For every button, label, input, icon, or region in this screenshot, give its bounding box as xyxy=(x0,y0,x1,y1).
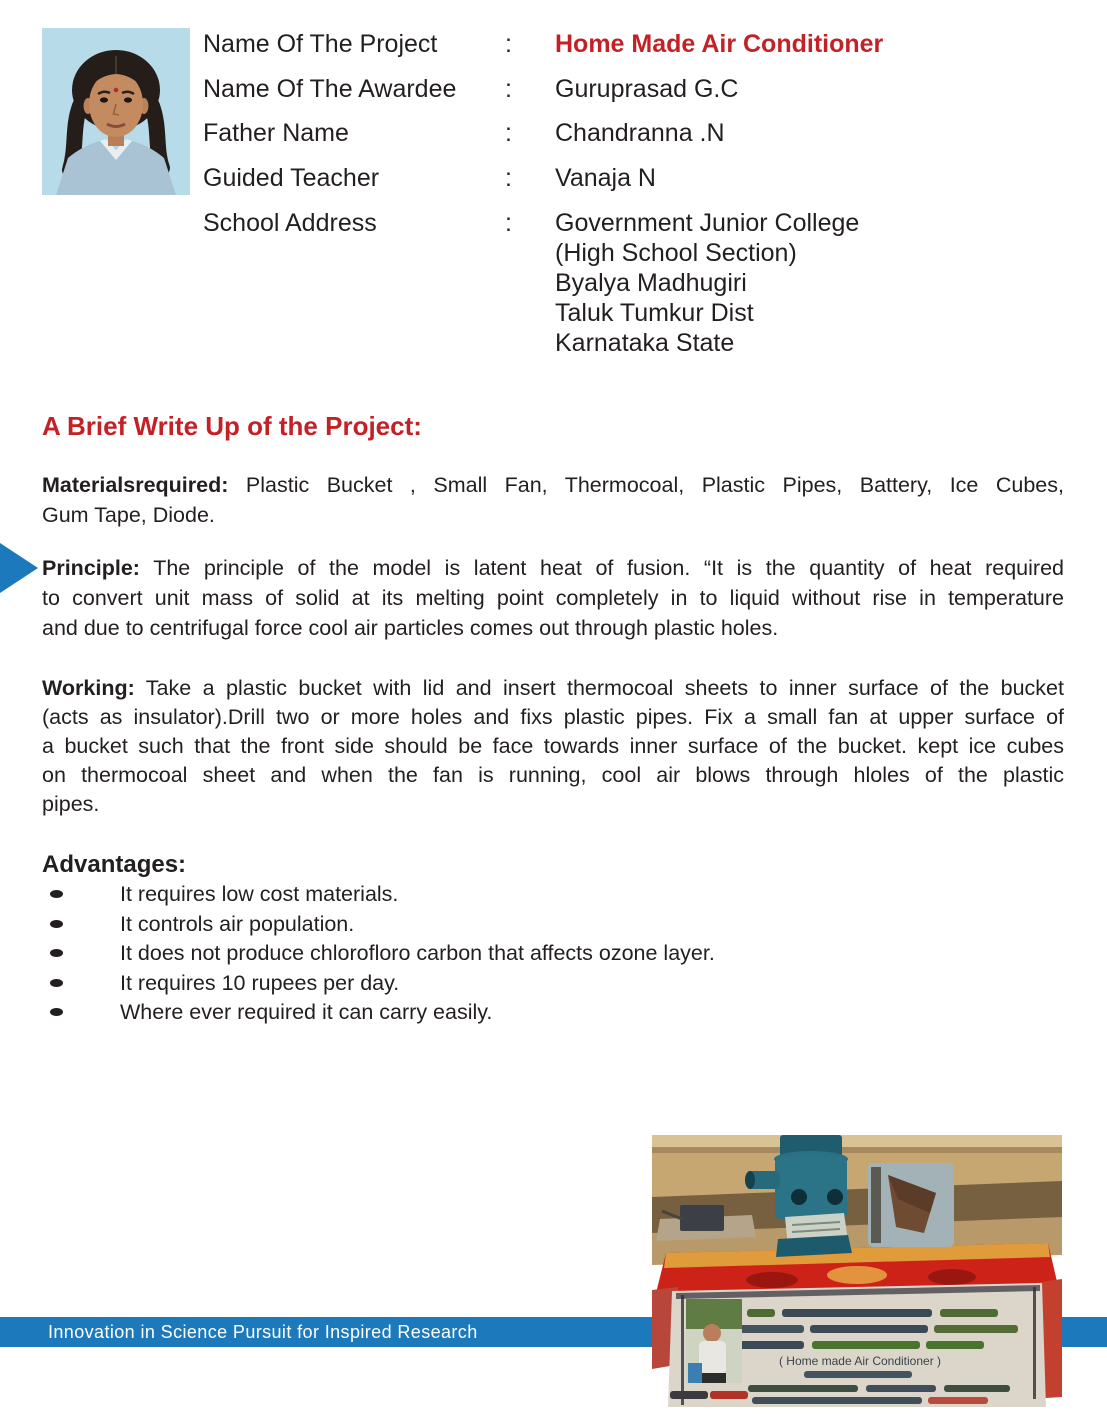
list-item xyxy=(42,909,1064,939)
address-line: (High School Section) xyxy=(555,239,797,267)
project-banner xyxy=(668,1283,1046,1407)
awardee-label: Name Of The Awardee xyxy=(203,75,457,103)
bullet-icon xyxy=(50,890,63,898)
footer-slogan: Innovation in Science Pursuit for Inspired Research xyxy=(48,1322,478,1342)
list-item xyxy=(42,938,1064,968)
working-lead: Working: xyxy=(42,676,135,700)
paragraph-line xyxy=(42,470,1064,500)
list-item xyxy=(42,879,1064,909)
paragraph-text: The principle of the model is latent heat of fusion. “It is the quantity of heat required xyxy=(153,556,1064,580)
father-name: Chandranna .N xyxy=(555,119,725,147)
fan-box xyxy=(868,1163,954,1247)
info-row-teacher xyxy=(203,163,1083,193)
paragraph-line xyxy=(42,553,1064,583)
colon: : xyxy=(505,119,512,147)
project-name: Home Made Air Conditioner xyxy=(555,30,884,58)
principle-paragraph xyxy=(42,553,1064,643)
advantage-text: It requires low cost materials. xyxy=(120,882,399,906)
working-paragraph xyxy=(42,674,1064,819)
father-label: Father Name xyxy=(203,119,349,147)
project-label: Name Of The Project xyxy=(203,30,438,58)
principle-lead: Principle: xyxy=(42,556,140,580)
advantage-text: Where ever required it can carry easily. xyxy=(120,1000,493,1024)
paragraph-line: to convert unit mass of solid at its melting point completely in to liquid without rise in temperature xyxy=(42,586,1064,610)
teacher-label: Guided Teacher xyxy=(203,164,380,192)
materials-paragraph xyxy=(42,470,1064,530)
awardee-name: Guruprasad G.C xyxy=(555,75,739,103)
paragraph-line: pipes. xyxy=(42,792,100,816)
bullet-icon xyxy=(50,1008,63,1016)
info-row-awardee xyxy=(203,74,1083,104)
advantages-heading: Advantages: xyxy=(42,851,187,878)
paragraph-line xyxy=(42,674,1064,703)
paragraph-line: a bucket such that the front side should be face towards inner surface of the bucket. kept ice cubes xyxy=(42,734,1064,758)
awardee-photo xyxy=(42,28,190,195)
writeup-heading: A Brief Write Up of the Project: xyxy=(42,411,422,441)
materials-lead: Materialsrequired: xyxy=(42,473,229,497)
info-row-project xyxy=(203,29,1083,59)
colon: : xyxy=(505,209,512,237)
paragraph-text: Take a plastic bucket with lid and insert thermocoal sheets to inner surface of the bucket xyxy=(145,676,1064,700)
address-line: Karnataka State xyxy=(555,329,735,357)
address-line: Taluk Tumkur Dist xyxy=(555,299,754,327)
colon: : xyxy=(505,30,512,58)
bullet-icon xyxy=(50,949,63,957)
paragraph-line: (acts as insulator).Drill two or more holes and fixs plastic pipes. Fix a small fan at upper surface of xyxy=(42,705,1064,729)
school-label: School Address xyxy=(203,209,377,237)
bullet-icon xyxy=(50,979,63,987)
bullet-icon xyxy=(50,920,63,928)
info-row-father xyxy=(203,118,1083,148)
paragraph-line: Gum Tape, Diode. xyxy=(42,503,215,527)
advantage-text: It does not produce chlorofloro carbon that affects ozone layer. xyxy=(120,941,715,965)
paragraph-text: Plastic Bucket , Small Fan, Thermocoal, Plastic Pipes, Battery, Ice Cubes, xyxy=(245,473,1064,497)
project-photo xyxy=(652,1135,1062,1407)
colon: : xyxy=(505,75,512,103)
advantage-text: It requires 10 rupees per day. xyxy=(120,971,400,995)
list-item xyxy=(42,997,1064,1027)
school-address xyxy=(555,208,1015,358)
advantage-text: It controls air population. xyxy=(120,912,355,936)
address-line: Byalya Madhugiri xyxy=(555,269,747,297)
list-item xyxy=(42,968,1064,998)
teacher-name: Vanaja N xyxy=(555,164,656,192)
paragraph-line: and due to centrifugal force cool air particles comes out through plastic holes. xyxy=(42,616,779,640)
colon: : xyxy=(505,164,512,192)
banner-caption: ( Home made Air Conditioner ) xyxy=(778,1354,942,1368)
paragraph-line: on thermocoal sheet and when the fan is running, cool air blows through hloles of the plastic xyxy=(42,763,1064,787)
right-arrow-icon xyxy=(0,543,38,593)
address-line: Government Junior College xyxy=(555,209,860,237)
